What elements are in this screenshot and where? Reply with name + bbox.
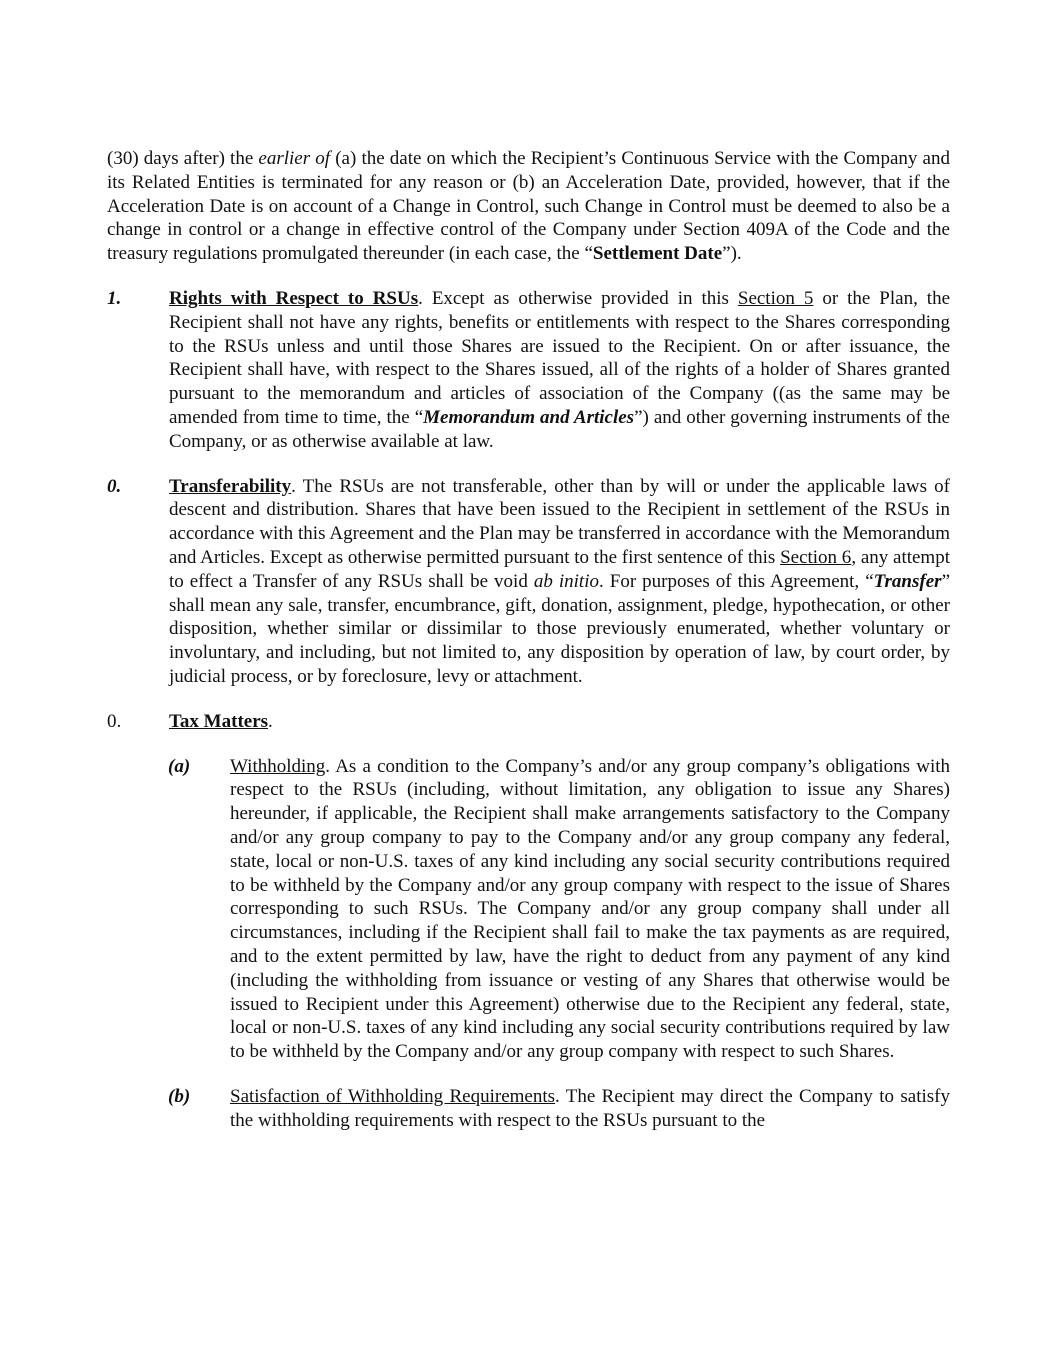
section-tax-matters [107, 710, 950, 734]
section-5-reference: Section 5 [737, 287, 814, 309]
subsection-withholding [168, 755, 950, 1064]
defined-term-memorandum-and-articles: Memorandum and Articles [423, 406, 635, 428]
intro-text-3: ”). [722, 243, 742, 265]
withholding-text: . As a condition to the Company’s and/or any group company’s obligations with respect to the RSUs (including, without limitation, any obligation to issue any Shares) hereunder, if applicable, the Recipient shall make arrangements satisfactory to the Company and/or any group company to pay to the Company and/or any group company any federal, state, local or non-U.S. taxes of any kind including any social security contributions required to be withheld by the Company and/or any group company with respect to the issue of Shares corresponding to such RSUs. The Company and/or any group company shall under all circumstances, including if the Recipient shall fail to make the tax payments as are required, and to the extent permitted by law, have the right to deduct from any payment of any kind (including the withholding from issuance or vesting of any Shares that otherwise would be issued to Recipient under this Agreement) otherwise due to the Recipient any federal, state, local or non-U.S. taxes of any kind including any social security contributions required by law to be withheld by the Company and/or any group company with respect to such Shares. [230, 755, 950, 1063]
document-page [107, 147, 950, 1132]
transferability-text-1: . The RSUs are not transferable, other than by will or under the applicable laws of descent and distribution. Shares that have been issued to the Recipient in settlement of the RSUs in accordance with this Agreement and the Plan may be transferred in accordance with the Memorandum and Articles. Except as otherwise permitted pursuant to the first sentence of this [169, 475, 950, 568]
section-rights-text [169, 287, 950, 454]
subsection-title-withholding: Withholding [230, 755, 326, 777]
section-6-reference: Section 6 [780, 546, 852, 568]
intro-paragraph [107, 147, 950, 266]
intro-text-2: (a) the date on which the Recipient’s Continuous Service with the Company and its Related Entities is terminated for any reason or (b) an Acceleration Date, provided, however, that if the Acceleration Date is on account of a Change in Control, such Change in Control must be deemed to also be a change in control or a change in effective control of the Company under Section 409A of the Code and the treasury regulations promulgated thereunder (in each case, the “ [107, 148, 950, 265]
intro-text-1: (30) days after) the [107, 148, 259, 169]
satisfaction-text: . The Recipient may direct the Company to satisfy the withholding requirements with respect to the RSUs pursuant to the [230, 1085, 950, 1131]
section-heading-rights: Rights with Respect to RSUs [169, 287, 419, 309]
transferability-text-2: , any attempt to effect a Transfer of any RSUs shall be void [169, 546, 950, 592]
section-number: 0. [107, 710, 122, 732]
section-heading-tax-matters: Tax Matters [169, 710, 269, 732]
transferability-text-3: . For purposes of this Agreement, “ [599, 570, 874, 592]
subsection-label-b: (b) [168, 1085, 191, 1107]
transferability-text-4: ” shall mean any sale, transfer, encumbrance, gift, donation, assignment, pledge, hypothecation, or other disposition, whether similar or dissimilar to those previously enumerated, whether voluntary or involuntary, and including, but not limited to, any disposition by operation of law, by court order, by judicial process, or by foreclosure, levy or attachment. [169, 570, 950, 687]
rights-text-2: ”) and other governing instruments of the Company, or as otherwise available at law. [169, 406, 950, 452]
intro-emphasis-earlier-of: earlier of [258, 148, 331, 169]
subsection-withholding-text [230, 755, 950, 1064]
defined-term-transfer: Transfer [873, 570, 942, 592]
section-tax-heading-line [169, 710, 950, 734]
section-transferability [107, 475, 950, 689]
defined-term-settlement-date: Settlement Date [592, 243, 723, 265]
subsection-label-a: (a) [168, 755, 191, 777]
section-heading-transferability: Transferability [169, 475, 292, 497]
section-number: 1. [107, 287, 122, 309]
subsection-satisfaction [168, 1085, 950, 1133]
latin-ab-initio: ab initio [533, 570, 599, 592]
section-transferability-text [169, 475, 950, 689]
tax-heading-period: . [268, 710, 273, 732]
rights-text-0: . Except as otherwise provided in this [418, 287, 738, 309]
section-number: 0. [107, 475, 122, 497]
subsection-title-satisfaction: Satisfaction of Withholding Requirements [230, 1085, 556, 1107]
subsection-satisfaction-text [230, 1085, 950, 1133]
section-rights [107, 287, 950, 454]
rights-text-1: or the Plan, the Recipient shall not have any rights, benefits or entitlements with respect to the Shares corresponding to the RSUs unless and until those Shares are issued to the Recipient. On or after issuance, the Recipient shall have, with respect to the Shares issued, all of the rights of a holder of Shares granted pursuant to the memorandum and articles of association of the Company ((as the same may be amended from time to time, the “ [169, 287, 951, 428]
